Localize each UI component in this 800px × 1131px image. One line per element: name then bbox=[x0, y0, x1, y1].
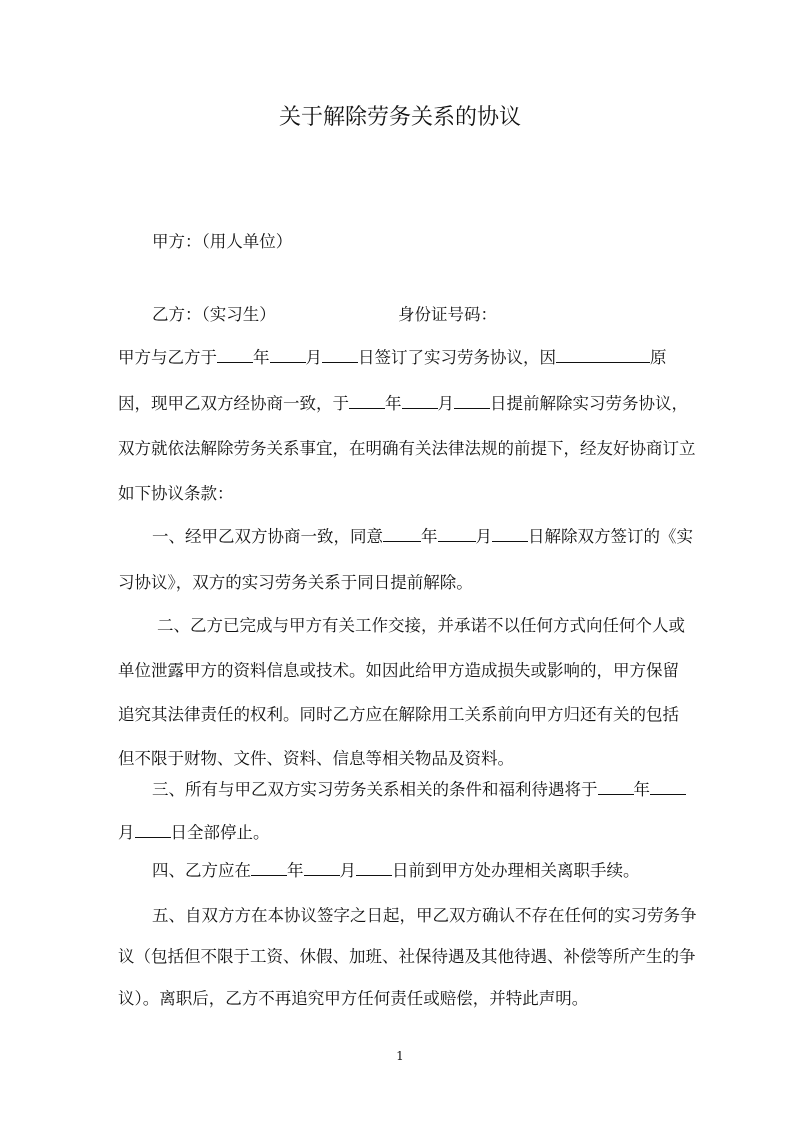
clause-5-line-3: 议）。离职后，乙方不再追究甲方任何责任或赔偿，并特此声明。 bbox=[118, 989, 589, 1008]
clause-1-line-2: 习协议》，双方的实习劳务关系于同日提前解除。 bbox=[118, 573, 473, 592]
clause-text: 三、所有与甲乙双方实习劳务关系相关的条件和福利待遇将于 bbox=[152, 780, 598, 799]
clause-text: 年 bbox=[287, 861, 304, 880]
intro-text: 年 bbox=[253, 348, 270, 367]
clause-5-line-2: 议（包括但不限于工资、休假、加班、社保待遇及其他待遇、补偿等所产生的争 bbox=[118, 947, 696, 966]
day-blank bbox=[492, 527, 528, 542]
clause-2-line-1: 二、乙方已完成与甲方有关工作交接，并承诺不以任何方式向任何个人或 bbox=[157, 616, 685, 635]
intro-text: 甲方与乙方于 bbox=[118, 348, 217, 367]
clause-2-line-2: 单位泄露甲方的资料信息或技术。如因此给甲方造成损失或影响的，甲方保留 bbox=[118, 661, 679, 680]
clause-1-line-1 bbox=[152, 526, 693, 548]
clause-text: 日解除双方签订的《实 bbox=[528, 527, 693, 546]
clause-text: 月 bbox=[475, 527, 492, 546]
clause-2-line-3: 追究其法律责任的权利。同时乙方应在解除用工关系前向甲方归还有关的包括 bbox=[118, 705, 679, 724]
day-blank bbox=[135, 823, 171, 838]
day-blank bbox=[322, 348, 358, 363]
month-blank bbox=[438, 527, 476, 542]
intro-line-4: 如下协议条款： bbox=[118, 484, 234, 503]
month-blank bbox=[402, 394, 438, 409]
intro-text: 月 bbox=[437, 394, 454, 413]
clause-text: 日前到甲方处办理相关离职手续。 bbox=[392, 861, 640, 880]
year-blank bbox=[217, 348, 253, 363]
intro-text: 日签订了实习劳务协议，因 bbox=[358, 348, 556, 367]
clause-text: 四、乙方应在 bbox=[152, 861, 251, 880]
id-number-label: 身份证号码： bbox=[398, 305, 497, 324]
intro-text: 因，现甲乙双方经协商一致，于 bbox=[118, 394, 349, 413]
party-a-line: 甲方：（用人单位） bbox=[152, 232, 293, 251]
day-blank bbox=[356, 861, 392, 876]
clause-text: 月 bbox=[339, 861, 356, 880]
clause-text: 年 bbox=[633, 780, 650, 799]
clause-3-line-1 bbox=[152, 779, 686, 801]
day-blank bbox=[454, 394, 490, 409]
clause-2-line-4: 但不限于财物、文件、资料、信息等相关物品及资料。 bbox=[118, 749, 514, 768]
clause-3-line-2 bbox=[118, 822, 270, 844]
month-blank bbox=[304, 861, 340, 876]
intro-text: 月 bbox=[305, 348, 322, 367]
clause-text: 月 bbox=[118, 823, 135, 842]
year-blank bbox=[251, 861, 287, 876]
document-title: 关于解除劳务关系的协议 bbox=[278, 105, 521, 130]
intro-text: 年 bbox=[385, 394, 402, 413]
intro-text: 原 bbox=[650, 348, 667, 367]
year-blank bbox=[383, 527, 421, 542]
intro-line-3: 双方就依法解除劳务关系事宜，在明确有关法律法规的前提下，经友好协商订立 bbox=[118, 439, 696, 458]
clause-4-line-1 bbox=[152, 860, 640, 882]
clause-5-line-1: 五、自双方方在本协议签字之日起，甲乙双方确认不存在任何的实习劳务争 bbox=[152, 906, 697, 925]
year-blank bbox=[349, 394, 385, 409]
reason-blank bbox=[556, 348, 650, 363]
month-blank bbox=[650, 780, 686, 795]
month-blank bbox=[270, 348, 306, 363]
year-blank bbox=[598, 780, 634, 795]
clause-text: 年 bbox=[421, 527, 438, 546]
page-number: 1 bbox=[396, 1049, 404, 1063]
party-b-line: 乙方：（实习生） bbox=[152, 305, 276, 324]
intro-line-1 bbox=[118, 347, 667, 369]
clause-text: 一、经甲乙双方协商一致，同意 bbox=[152, 527, 383, 546]
intro-line-2 bbox=[118, 393, 688, 415]
clause-text: 日全部停止。 bbox=[170, 823, 270, 842]
intro-text: 日提前解除实习劳务协议， bbox=[490, 394, 688, 413]
